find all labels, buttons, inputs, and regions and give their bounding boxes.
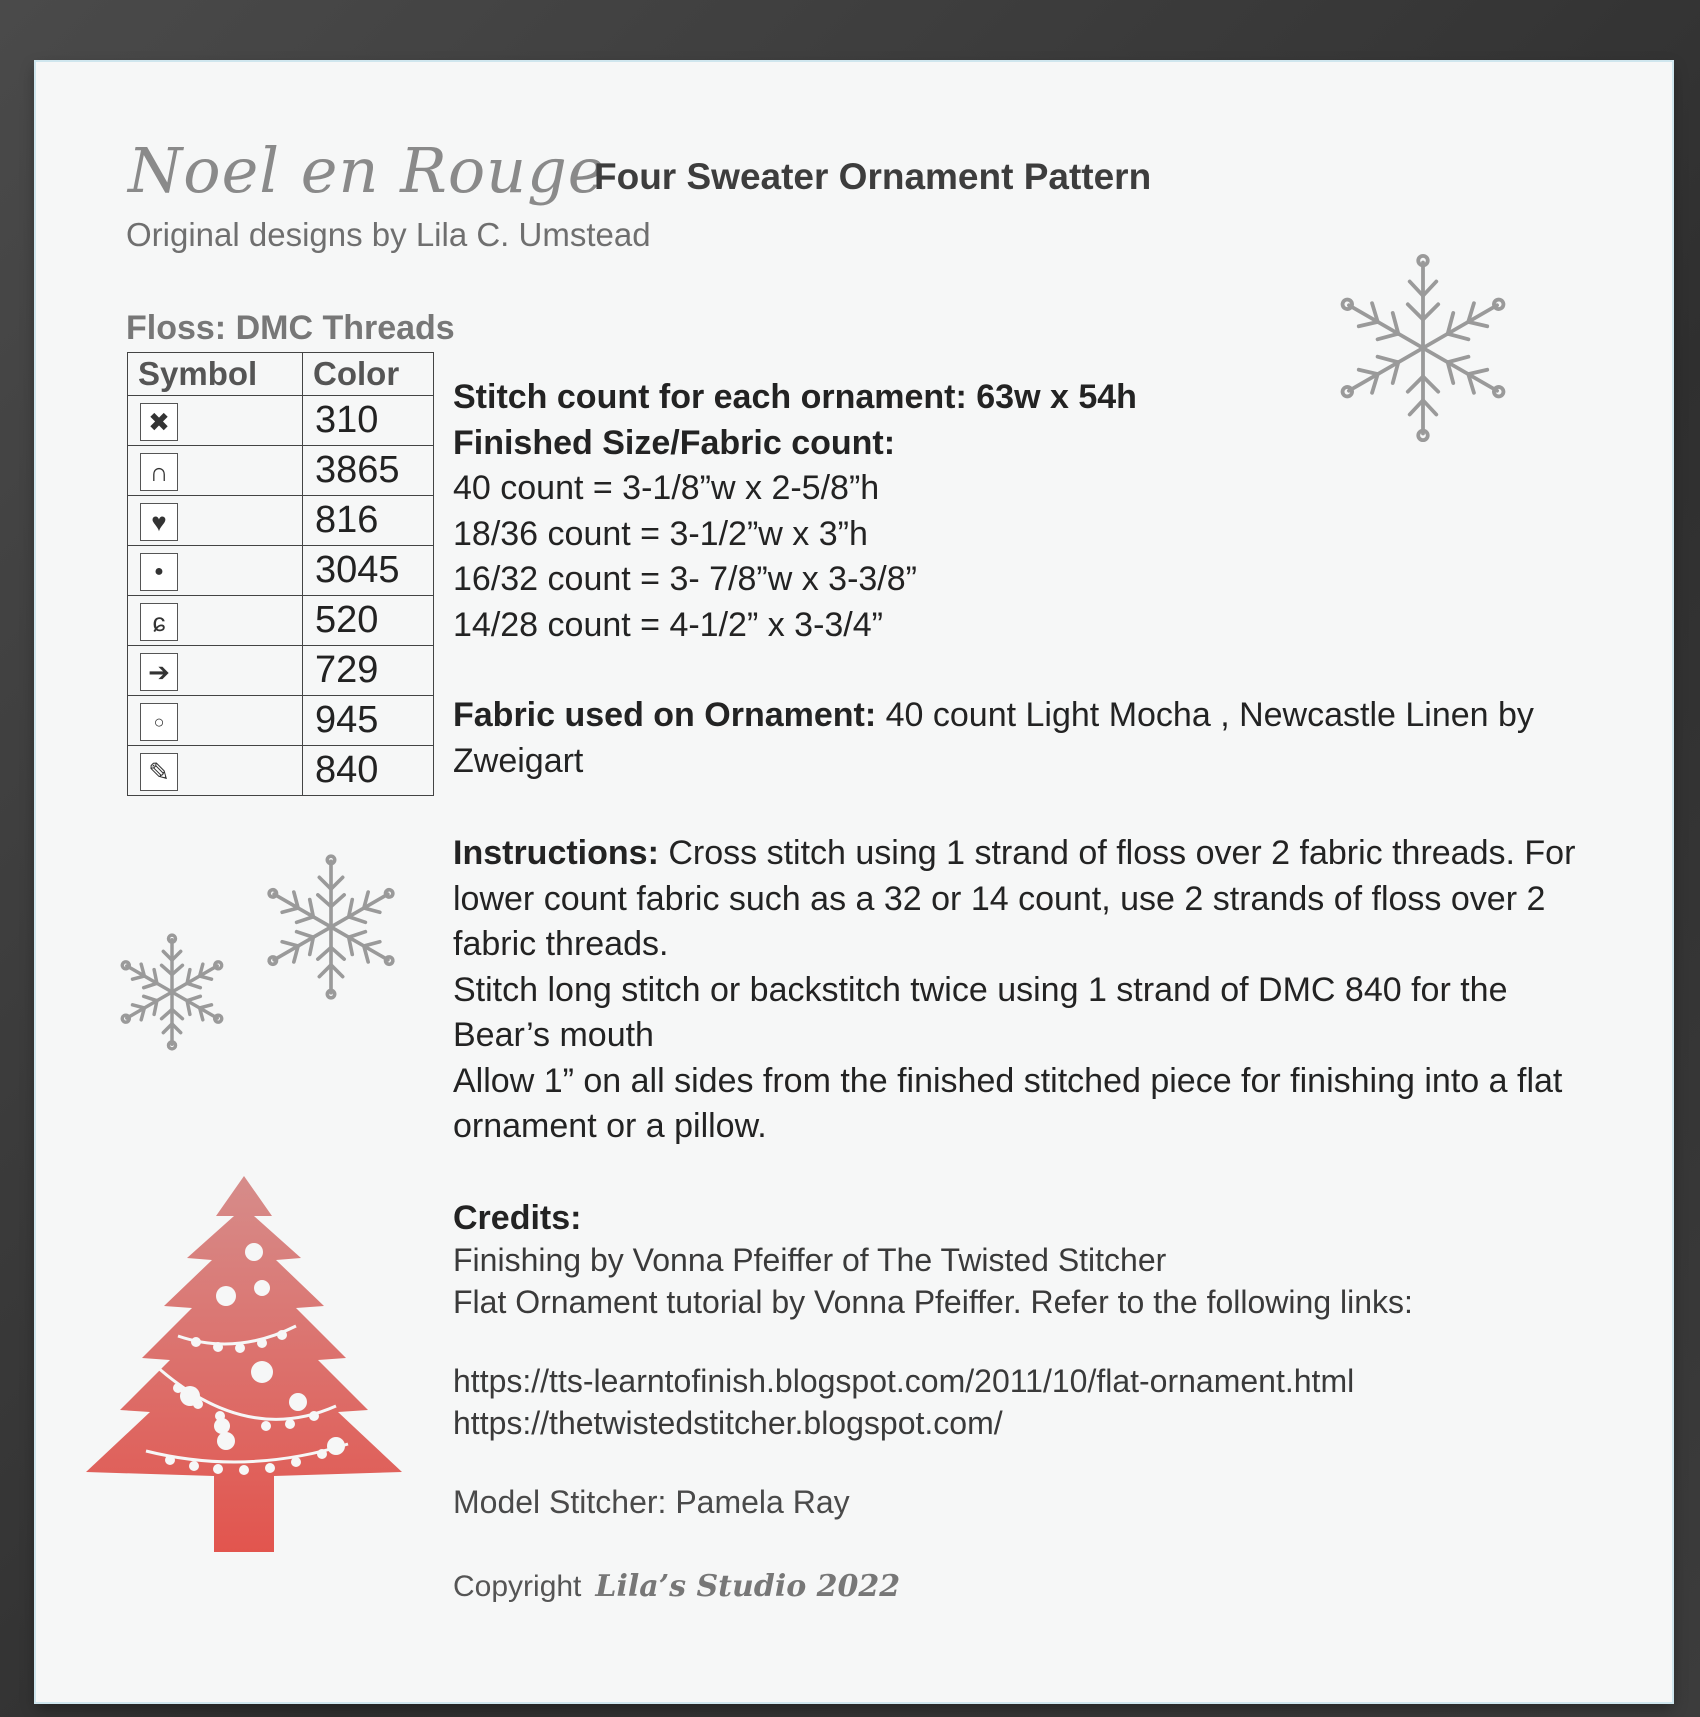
color-header: Color [303,353,434,396]
instructions-text: Cross stitch using 1 strand of floss over 2 fabric threads. For lower count fabric such as a 32 or 14 count, use 2 strands of floss over 2 fabric threads. [453,834,1576,963]
links [453,1360,1603,1444]
floss-row [128,596,434,646]
floss-color: 729 [303,646,434,696]
floss-color: 816 [303,496,434,546]
link-tutorial[interactable]: https://tts-learntofinish.blogspot.com/2011/10/flat-ornament.html [453,1363,1355,1399]
floss-row [128,446,434,496]
instructions-label: Instructions: [453,834,659,872]
link-blog[interactable]: https://thetwistedstitcher.blogspot.com/ [453,1405,1003,1441]
floss-color: 840 [303,746,434,796]
x-mark-icon: ✖ [140,403,178,441]
floss-row [128,646,434,696]
symbol-header: Symbol [128,353,303,396]
credits-line: Flat Ornament tutorial by Vonna Pfeiffer. Refer to the following links: [453,1284,1413,1320]
floss-header-row [128,353,434,396]
floss-color: 520 [303,596,434,646]
floss-color: 310 [303,396,434,446]
floss-color: 945 [303,696,434,746]
floss-table [127,352,434,796]
copyright [453,1569,901,1604]
size-line: 16/32 count = 3- 7/8”w x 3-3/8” [453,560,917,598]
snowflake-icon [1328,248,1518,448]
size-line: 14/28 count = 4-1/2” x 3-3/4” [453,605,883,644]
pattern-subtitle: Four Sweater Ornament Pattern [594,156,1152,197]
small-circle-icon: ○ [140,703,178,741]
studio-signature: Lila’s Studio 2022 [595,1569,901,1604]
instructions-paragraph [453,831,1603,968]
fabric-info [453,693,1603,784]
instructions-mouth: Stitch long stitch or backstitch twice using 1 strand of DMC 840 for the Bear’s mouth [453,970,1508,1054]
snowflake-icon [114,930,230,1054]
christmas-tree-icon [86,1176,402,1552]
fabric-label: Fabric used on Ornament: [453,696,877,734]
floss-row [128,396,434,446]
credits [453,1197,1603,1323]
size-line: 40 count = 3-1/8”w x 2-5/8”h [453,469,880,507]
floss-color: 3865 [303,446,434,496]
heart-icon: ♥ [140,503,178,541]
credits-label: Credits: [453,1199,582,1237]
finished-size-label: Finished Size/Fabric count: [453,423,896,462]
stitch-count: Stitch count for each ornament: 63w x 54h [453,378,1137,416]
designer-byline: Original designs by Lila C. Umstead [126,216,651,253]
spiral-icon: ɕ [140,603,178,641]
pencil-icon: ✎ [140,753,178,791]
copyright-label: Copyright [453,1570,582,1603]
floss-row [128,696,434,746]
floss-heading: Floss: DMC Threads [126,309,455,347]
floss-row [128,746,434,796]
instructions-allowance: Allow 1” on all sides from the finished stitched piece for finishing into a flat ornament or a pillow. [453,1061,1563,1145]
arch-icon: ∩ [140,453,178,491]
floss-row [128,496,434,546]
dot-icon: ● [140,553,178,591]
size-line: 18/36 count = 3-1/2”w x 3”h [453,514,868,553]
snowflake-icon [258,848,404,1006]
credits-line: Finishing by Vonna Pfeiffer of The Twisted Stitcher [453,1242,1167,1278]
pattern-title: Noel en Rouge [128,134,606,207]
arrow-right-icon: ➔ [140,653,178,691]
model-stitcher: Model Stitcher: Pamela Ray [453,1484,850,1520]
floss-color: 3045 [303,546,434,596]
floss-row [128,546,434,596]
fabric-text: 40 count Light Mocha , Newcastle Linen by Zweigart [453,696,1534,780]
instructions [453,831,1603,1150]
